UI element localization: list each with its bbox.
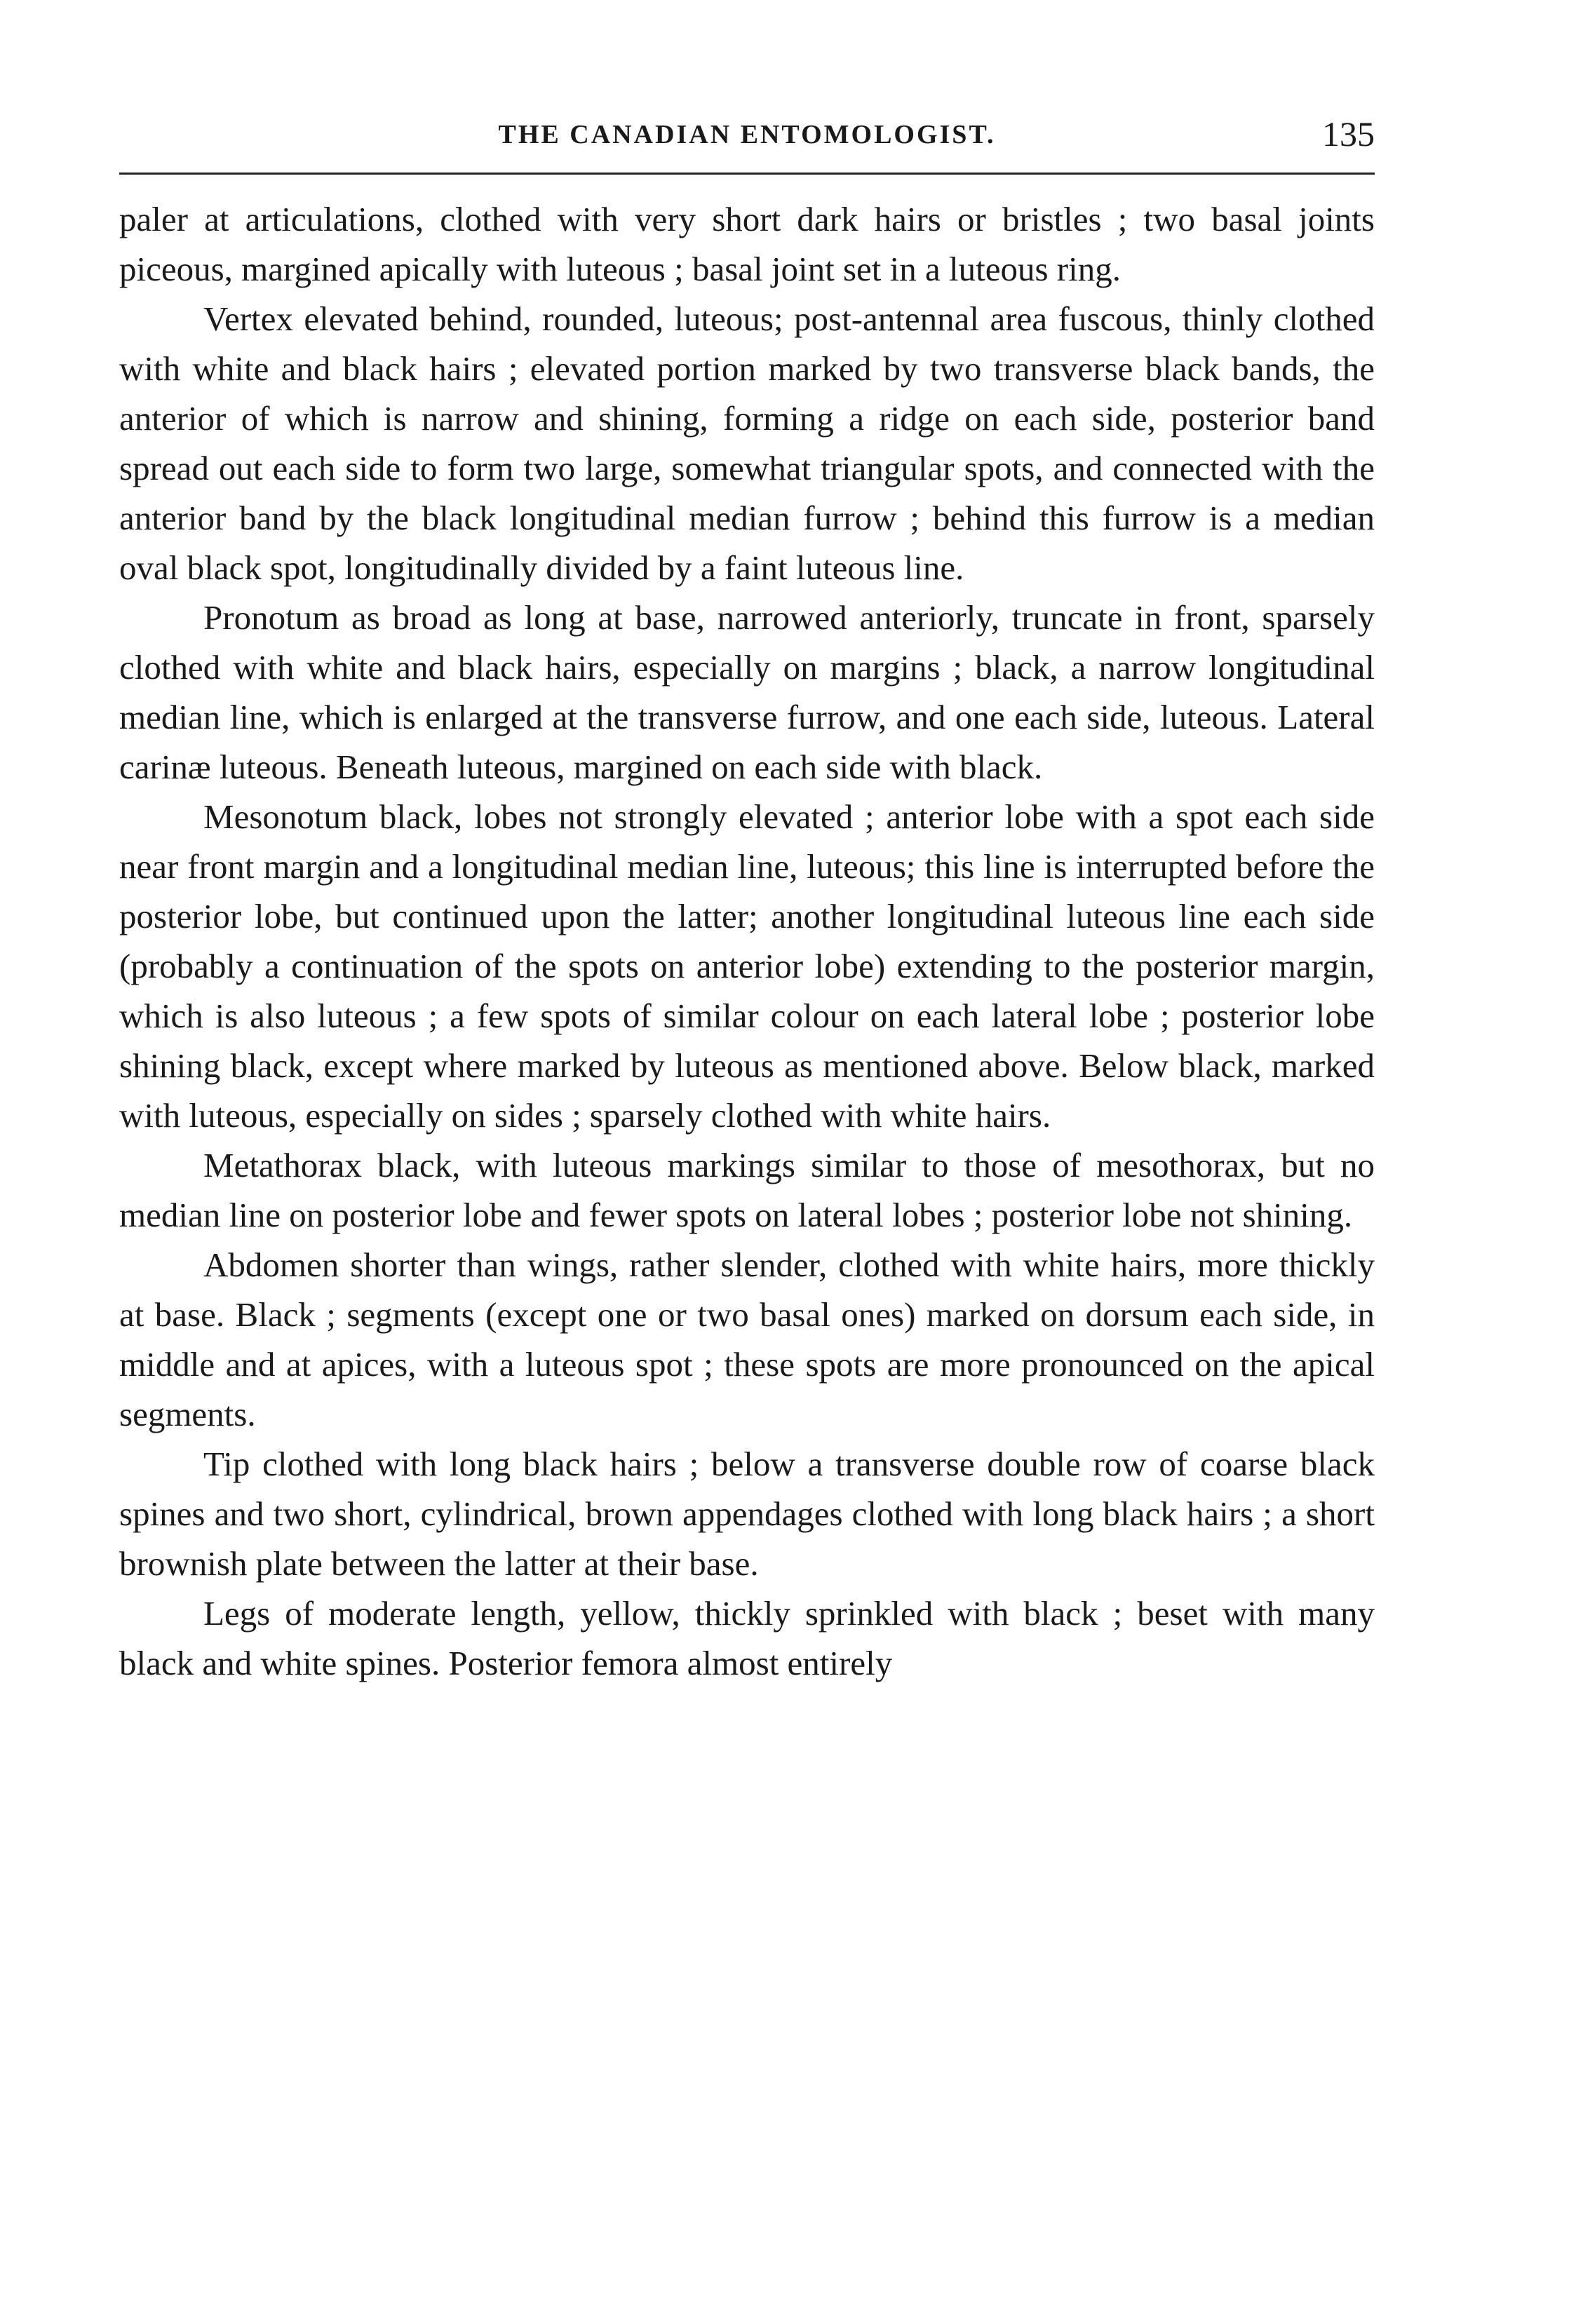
- document-page: [119, 114, 1375, 1688]
- paragraph-abdomen: Abdomen shorter than wings, rather slender, clothed with white hairs, more thickly at base. Black ; segments (except one or two basal ones) marked on dorsum each side, in middle and at apices, with a luteous spot ; these spots are more pronounced on the apical segments.: [119, 1245, 1375, 1433]
- running-head: [119, 114, 1375, 168]
- paragraph-pronotum: Pronotum as broad as long at base, narrowed anteriorly, truncate in front, sparsely clothed with white and black hairs, especially on margins ; black, a narrow longitudinal median line, which is enlarged at the transverse furrow, and one each side, luteous. Lateral carinæ luteous. Beneath luteous, margined on each side with black.: [119, 598, 1375, 786]
- paragraph-tip: Tip clothed with long black hairs ; below a transverse double row of coarse black spines and two short, cylindrical, brown appendages clothed with long black hairs ; a short brownish plate between the latter at their base.: [119, 1445, 1375, 1583]
- paragraph-mesonotum: Mesonotum black, lobes not strongly elevated ; anterior lobe with a spot each side near front margin and a longitudinal median line, luteous; this line is interrupted before the posterior lobe, but continued upon the latter; another longitudinal luteous line each side (probably a continuation of the spots on anterior lobe) extending to the posterior margin, which is also luteous ; a few spots of similar colour on each lateral lobe ; posterior lobe shining black, except where marked by luteous as mentioned above. Below black, marked with luteous, especially on sides ; sparsely clothed with white hairs.: [119, 797, 1375, 1135]
- paragraph-vertex: Vertex elevated behind, rounded, luteous; post-antennal area fuscous, thinly clothed with white and black hairs ; elevated portion marked by two transverse black bands, the anterior of which is narrow and shining, forming a ridge on each side, posterior band spread out each side to form two large, somewhat triangular spots, and connected with the anterior band by the black longitudinal median furrow ; behind this furrow is a median oval black spot, longitudinally divided by a faint luteous line.: [119, 299, 1375, 587]
- paragraph-legs: Legs of moderate length, yellow, thickly sprinkled with black ; beset with many black and white spines. Posterior femora almost entirely: [119, 1594, 1375, 1682]
- paragraph-continuation: paler at articulations, clothed with very short dark hairs or bristles ; two basal joints piceous, margined apically with luteous ; basal joint set in a luteous ring.: [119, 200, 1375, 288]
- page-number: 135: [1322, 114, 1375, 154]
- running-title: THE CANADIAN ENTOMOLOGIST.: [498, 120, 996, 149]
- paragraph-metathorax: Metathorax black, with luteous markings similar to those of mesothorax, but no median line on posterior lobe and fewer spots on lateral lobes ; posterior lobe not shining.: [119, 1146, 1375, 1234]
- header-rule: [119, 173, 1375, 175]
